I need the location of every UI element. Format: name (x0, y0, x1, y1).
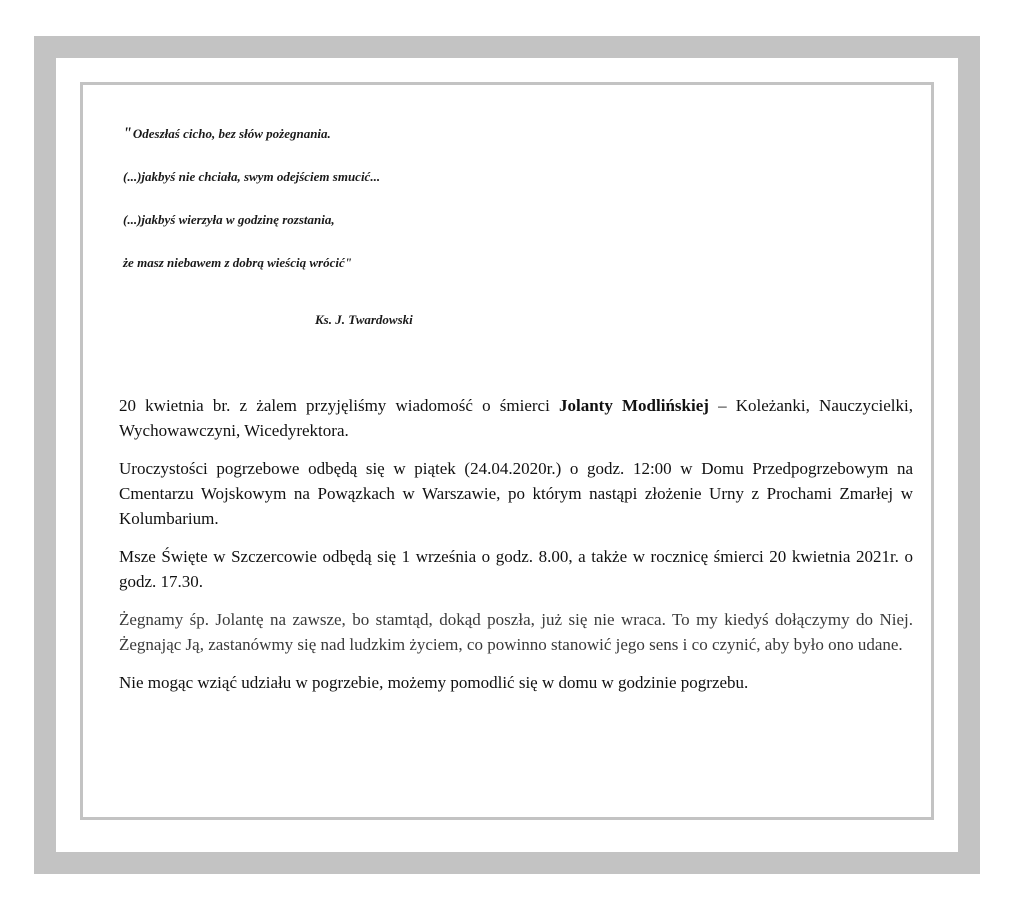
deceased-name: Jolanty Modlińskiej (558, 396, 709, 415)
paragraph-prayer: Nie mogąc wziąć udziału w pogrzebie, możemy pomodlić się w domu w godzinie pogrzebu. (119, 673, 749, 692)
paragraph-funeral-details: Uroczystości pogrzebowe odbędą się w piątek (24.04.2020r.) o godz. 12:00 w Domu Przedpogrzebowym na Cmentarzu Wojskowym na Powązkach w Warszawie, po którym nastąpi złożenie Urny z Prochami Zmarłej w Kolumbarium. (119, 459, 913, 528)
notice-body (119, 393, 913, 708)
poem-quote (123, 125, 723, 297)
paragraph-announcement (119, 393, 913, 443)
outer-frame (34, 36, 980, 874)
poem-line-2: (...)jakbyś nie chciała, swym odejściem smucić... (123, 169, 381, 184)
white-mat (56, 58, 958, 852)
notice-card (80, 82, 934, 820)
poem-author: Ks. J. Twardowski (315, 312, 413, 327)
poem-line-4: że masz niebawem z dobrą wieścią wrócić" (123, 255, 352, 270)
open-quote-mark: " (123, 125, 132, 142)
paragraph-farewell: Żegnamy śp. Jolantę na zawsze, bo stamtąd, dokąd poszła, już się nie wraca. To my kiedyś dołączymy do Niej. Żegnając Ją, zastanówmy się nad ludzkim życiem, co powinno stanowić jego sens i co czynić, aby było ono udane. (119, 610, 913, 654)
announcement-text-start: 20 kwietnia br. z żalem przyjęliśmy wiadomość o śmierci (119, 396, 559, 415)
poem-line-1 (123, 125, 723, 143)
poem-line-1-text: Odeszłaś cicho, bez słów pożegnania. (132, 126, 331, 141)
paragraph-masses: Msze Święte w Szczercowie odbędą się 1 września o godz. 8.00, a także w rocznicę śmierci 20 kwietnia 2021r. o godz. 17.30. (119, 547, 913, 591)
poem-line-3: (...)jakbyś wierzyła w godzinę rozstania, (123, 212, 335, 227)
announcement-text-end: – Koleżanki, Nauczycielki, Wychowawczyni, Wicedyrektora. (119, 396, 913, 440)
